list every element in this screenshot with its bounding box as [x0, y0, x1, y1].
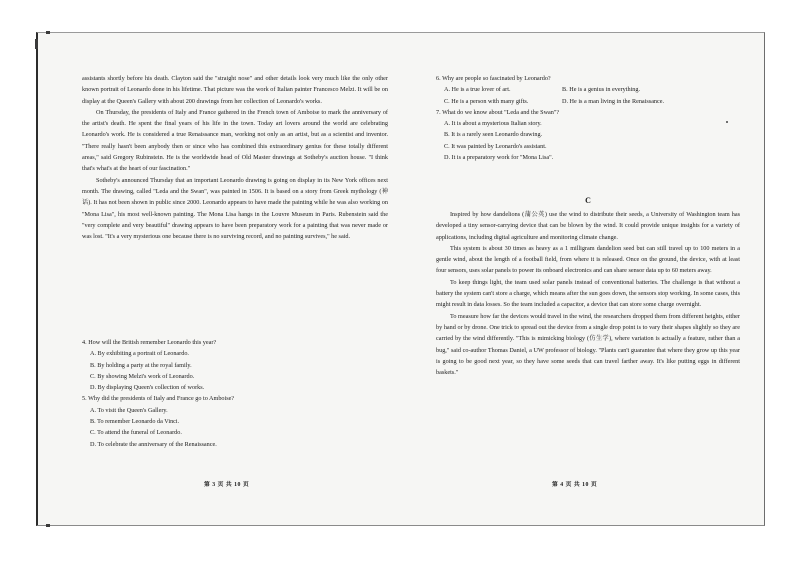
passage-paragraph: This system is about 30 times as heavy as a 1 milligram dandelion seed but can still travel up to 100 meters in a gentle wind, about the length of a football field, from where it is released. Once on the ground, the device, with at least four sensors, uses solar panels to power its onboard electronics and can share sensor data up to 60 meters away. [436, 244, 740, 275]
question-block [436, 73, 740, 163]
answer-option: B. To remember Leonardo da Vinci. [90, 418, 180, 426]
answer-option: D. He is a man living in the Renaissance. [562, 97, 665, 105]
answer-option: B. He is a genius in everything. [562, 86, 641, 94]
passage-paragraph: Sotheby's announced Thursday that an important Leonardo drawing is going on display in its New York offices next month. The drawing, called "Leda and the Swan", was painted in 1506. It is based on a story from Greek mythology (神话). It has not been shown in public since 2000. Leonardo appears to have made the painting while he was also working on "Mona Lisa", his most well-known painting. The Mona Lisa hangs in the Louvre Museum in Paris. Rubenstein said the "very complete and very beautiful" drawing appears to have been preparatory work for a painting that was never made or was lost. "It's a very mysterious one because there is no surviving record, and no painting survives," he said. [82, 176, 388, 241]
scan-speck [726, 121, 728, 123]
passage-paragraph: Inspired by how dandelions (蒲公英) use the wind to distribute their seeds, a University of Washington team has developed a tiny sensor-carrying device that can be blown by the wind. It could provide unique insights for a variety of applications, including digital agriculture and monitoring climate change. [436, 211, 740, 241]
answer-option: D. To celebrate the anniversary of the Renaissance. [90, 440, 217, 448]
passage-paragraph: To measure how far the devices would travel in the wind, the researchers dropped them from different heights, either by hand or by drone. One trick to spread out the device from a single drop point is to vary their shapes slightly so they are carried by the wind differently. "This is mimicking biology (仿生学), where variation is actually a feature, rather than a bug," said co-author Thomas Daniel, a UW professor of biology. "Plants can't guarantee that where they grow up this year is going to be good next year, so they have some seeds that can travel farther away. It's like putting eggs in different baskets." [436, 312, 740, 377]
question-stem: 6. Why are people so fascinated by Leonardo? [436, 75, 551, 82]
answer-option: C. He is a person with many gifts. [444, 97, 529, 105]
scan-edge-mark-bottom [46, 524, 50, 527]
passage-paragraph: On Thursday, the presidents of Italy and France gathered in the French town of Amboise to mark the anniversary of the artist's death. He spent the final years of his life in the town. Today art lovers around the world are celebrating Leonardo's work. He is considered a true Renaissance man, working not only as an artist, but as a scientist and inventor. "There really hasn't been anybody then or since who has combined this extraordinary genius for these totally different areas," said Gregory Rubinstein. He is the worldwide head of Old Master drawings at Sotheby's auction house. "I think that's what's at the heart of our fascination." [82, 108, 388, 173]
scan-edge-mark-left [35, 39, 38, 49]
answer-option: C. By showing Melzi's work of Leonardo. [90, 372, 195, 380]
answer-option: A. By exhibiting a portrait of Leonardo. [90, 350, 189, 358]
page-footer-left: 第 3 页 共 10 页 [204, 482, 250, 488]
passage-c [436, 209, 740, 378]
answer-option: A. It is about a mysterious Italian story. [444, 120, 542, 128]
scan-edge-mark-top [46, 31, 50, 34]
question-stem: 5. Why did the presidents of Italy and France go to Amboise? [82, 395, 235, 403]
answer-option: A. He is a true lover of art. [444, 86, 511, 94]
answer-option: C. To attend the funeral of Leonardo. [90, 429, 182, 437]
section-heading-c: C [585, 196, 591, 205]
question-6 [436, 73, 740, 107]
question-stem: 4. How will the British remember Leonardo this year? [82, 339, 217, 346]
answer-option: C. It was painted by Leonardo's assistant. [444, 142, 547, 150]
answer-option: A. To visit the Queen's Gallery. [90, 406, 168, 414]
scanned-exam-sheet [36, 32, 765, 526]
question-stem: 7. What do we know about "Leda and the Swan"? [436, 108, 560, 116]
question-block [82, 337, 388, 450]
passage-b-continued [82, 73, 388, 242]
answer-option: B. It is a rarely seen Leonardo drawing. [444, 131, 543, 139]
answer-option: D. It is a preparatory work for "Mona Lisa". [444, 154, 554, 162]
passage-paragraph: assistants shortly before his death. Clayton said the "straight nose" and other details look very much like the only other known portrait of Leonardo done in his lifetime. That picture was the work of Italian painter Francesco Melzi. It will be on display at the Queen's Gallery with about 200 drawings from her collection of Leonardo's works. [82, 75, 388, 105]
question-4 [82, 337, 388, 393]
question-5 [82, 393, 388, 449]
answer-option: D. By displaying Queen's collection of works. [90, 384, 205, 392]
passage-paragraph: To keep things light, the team used solar panels instead of conventional batteries. The challenge is that without a battery the system can't store a charge, which means after the sun goes down, the sensors stop working. In some cases, this might result in data losses. So the team included a capacitor, a device that can store some charge overnight. [436, 278, 740, 309]
page-footer-right: 第 4 页 共 10 页 [552, 482, 598, 488]
question-7 [436, 107, 740, 163]
answer-option: B. By holding a party at the royal family. [90, 361, 192, 369]
